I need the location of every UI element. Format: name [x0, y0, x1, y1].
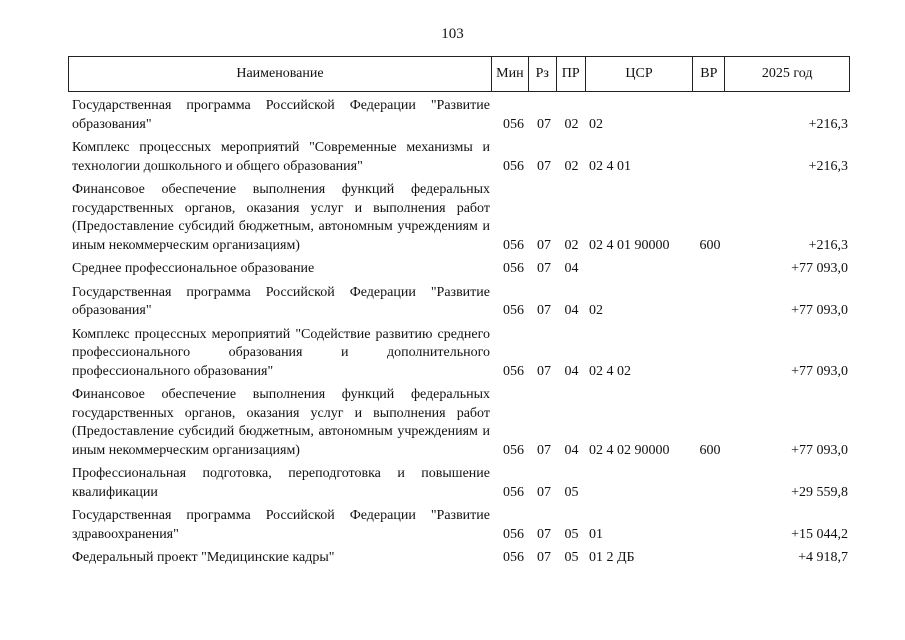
- table-header: [68, 56, 850, 92]
- row-rz: 07: [537, 303, 551, 318]
- row-min: 056: [503, 237, 524, 253]
- row-pr: 05: [564, 484, 579, 500]
- table-row: [68, 97, 850, 134]
- row-amount: +77 093,0: [791, 261, 848, 276]
- header-rz: Рз: [529, 57, 557, 91]
- row-rz: 07: [537, 363, 551, 379]
- row-rz: 07: [537, 261, 551, 276]
- header-csr: ЦСР: [586, 57, 694, 91]
- table-row: [68, 181, 850, 255]
- row-csr: 02: [589, 116, 603, 132]
- row-min: 056: [503, 261, 524, 276]
- row-pr: 04: [564, 303, 579, 318]
- row-amount: +216,3: [808, 158, 848, 174]
- table-row: [68, 139, 850, 176]
- table-row: [68, 284, 850, 321]
- header-min: Мин: [492, 57, 529, 91]
- row-min: 056: [503, 484, 524, 500]
- row-min: 056: [503, 116, 524, 132]
- table-row: [68, 549, 850, 568]
- row-csr: 02: [589, 303, 603, 318]
- row-name: Финансовое обеспечение выполнения функций федеральных государственных органов, оказания услуг и выполнения работ (Предоставление субсидий бюджетным, автономным учреждениям и иным некоммерческим организациям): [72, 387, 490, 458]
- row-min: 056: [503, 363, 524, 379]
- row-csr: 02 4 01 90000: [589, 237, 670, 253]
- row-min: 056: [503, 442, 524, 458]
- row-rz: 07: [537, 484, 551, 500]
- table-row: [68, 326, 850, 382]
- row-name: Государственная программа Российской Федерации "Развитие образования": [72, 98, 490, 132]
- row-rz: 07: [537, 116, 551, 132]
- row-pr: 02: [564, 237, 579, 253]
- row-csr: 02 4 02: [589, 363, 631, 379]
- row-rz: 07: [537, 526, 551, 542]
- row-name: Федеральный проект "Медицинские кадры": [72, 550, 335, 565]
- row-name: Среднее профессиональное образование: [72, 261, 315, 276]
- row-pr: 04: [564, 363, 579, 379]
- row-pr: 04: [564, 261, 579, 276]
- row-min: 056: [503, 303, 524, 318]
- row-amount: +216,3: [808, 237, 848, 253]
- table-row: [68, 386, 850, 460]
- row-min: 056: [503, 550, 524, 565]
- row-name: Государственная программа Российской Федерации "Развитие образования": [72, 284, 490, 318]
- row-amount: +4 918,7: [798, 550, 848, 565]
- row-amount: +77 093,0: [791, 303, 848, 318]
- row-vr: 600: [699, 442, 721, 458]
- table-body: [68, 97, 850, 573]
- row-vr: 600: [699, 237, 721, 253]
- row-min: 056: [503, 158, 524, 174]
- table-row: [68, 507, 850, 544]
- row-pr: 02: [564, 158, 579, 174]
- header-pr: ПР: [557, 57, 586, 91]
- row-min: 056: [503, 526, 524, 542]
- row-csr: 02 4 01: [589, 158, 631, 174]
- row-amount: +77 093,0: [791, 442, 848, 458]
- row-name: Комплекс процессных мероприятий "Современные механизмы и технологии дошкольного и общего образования": [72, 140, 490, 174]
- row-pr: 05: [564, 526, 579, 542]
- row-rz: 07: [537, 442, 551, 458]
- header-name: Наименование: [69, 57, 492, 91]
- row-rz: 07: [537, 158, 551, 174]
- row-amount: +29 559,8: [791, 484, 848, 500]
- header-year: 2025 год: [761, 66, 813, 81]
- row-rz: 07: [537, 237, 551, 253]
- header-vr: ВР: [693, 57, 725, 91]
- row-amount: +77 093,0: [791, 363, 848, 379]
- page-number: 103: [441, 26, 464, 42]
- row-csr: 02 4 02 90000: [589, 442, 670, 458]
- row-rz: 07: [537, 550, 551, 565]
- row-amount: +216,3: [808, 116, 848, 132]
- row-name: Финансовое обеспечение выполнения функций федеральных государственных органов, оказания услуг и выполнения работ (Предоставление субсидий бюджетным, автономным учреждениям и иным некоммерческим организациям): [72, 182, 490, 253]
- table-row: [68, 465, 850, 502]
- row-name: Комплекс процессных мероприятий "Содействие развитию среднего профессионального образования и дополнительного профессионального образования": [72, 326, 490, 379]
- row-csr: 01: [589, 526, 603, 542]
- table-row: [68, 260, 850, 279]
- row-pr: 02: [564, 116, 579, 132]
- row-pr: 05: [564, 550, 579, 565]
- row-amount: +15 044,2: [791, 526, 848, 542]
- row-name: Профессиональная подготовка, переподготовка и повышение квалификации: [72, 466, 490, 500]
- row-pr: 04: [564, 442, 579, 458]
- row-csr: 01 2 ДБ: [589, 550, 635, 565]
- row-name: Государственная программа Российской Федерации "Развитие здравоохранения": [72, 508, 490, 542]
